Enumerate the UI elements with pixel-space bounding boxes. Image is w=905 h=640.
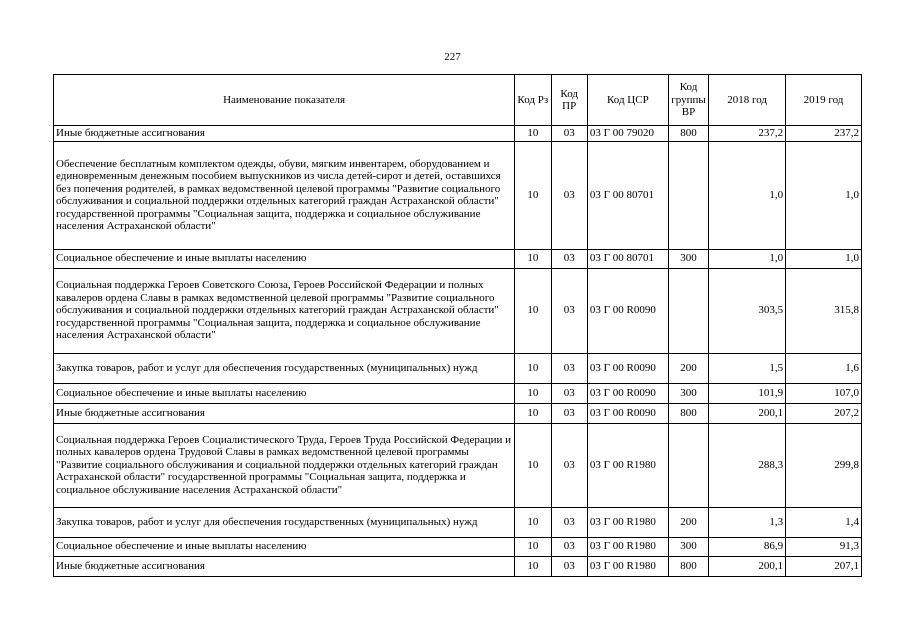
row-rz: 10: [515, 423, 551, 507]
row-2018: 1,3: [709, 507, 786, 537]
table-row: [54, 556, 862, 576]
row-vr: 800: [668, 556, 708, 576]
table-row: [54, 141, 862, 249]
row-2019: 237,2: [786, 126, 862, 142]
row-2019: 299,8: [786, 423, 862, 507]
row-rz: 10: [515, 249, 551, 268]
row-csr: 03 Г 00 R0090: [587, 383, 668, 403]
row-2018: 303,5: [709, 268, 786, 353]
row-2019: 315,8: [786, 268, 862, 353]
row-vr: 200: [668, 353, 708, 383]
row-rz: 10: [515, 268, 551, 353]
row-vr: 300: [668, 249, 708, 268]
row-pr: 03: [551, 268, 587, 353]
row-2018: 200,1: [709, 403, 786, 423]
row-name: Обеспечение бесплатным комплектом одежды, обуви, мягким инвентарем, оборудованием и единовременным денежным пособием выпускников из числа детей-сирот и детей, оставшихся без попечения родителей, в рамках ведомственной целевой программы "Развитие социального обслуживания и социальной поддержки отдельных категорий граждан Астраханской области" государственной программы "Социальная защита, поддержка и социальное обслуживание населения Астраханской области": [54, 141, 515, 249]
row-2019: 1,0: [786, 141, 862, 249]
row-2019: 1,4: [786, 507, 862, 537]
row-name: Социальное обеспечение и иные выплаты населению: [54, 249, 515, 268]
row-csr: 03 Г 00 R1980: [587, 423, 668, 507]
table-row: [54, 507, 862, 537]
row-2018: 86,9: [709, 537, 786, 556]
header-vr: Код группы ВР: [668, 75, 708, 126]
row-vr: 800: [668, 403, 708, 423]
row-name: Иные бюджетные ассигнования: [54, 126, 515, 142]
row-2018: 200,1: [709, 556, 786, 576]
row-vr: 200: [668, 507, 708, 537]
table-row: [54, 268, 862, 353]
row-csr: 03 Г 00 R0090: [587, 268, 668, 353]
row-rz: 10: [515, 507, 551, 537]
row-vr: 300: [668, 383, 708, 403]
row-vr: [668, 141, 708, 249]
row-name: Социальная поддержка Героев Социалистического Труда, Героев Труда Российской Федерации и полных кавалеров ордена Трудовой Славы в рамках ведомственной целевой программы "Развитие социального обслуживания и социальной поддержки отдельных категорий граждан Астраханской области" государственной программы "Социальная защита, поддержка и социальное обслуживание населения Астраханской области": [54, 423, 515, 507]
page-number: 227: [444, 51, 461, 63]
row-vr: 300: [668, 537, 708, 556]
row-csr: 03 Г 00 R1980: [587, 537, 668, 556]
row-2018: 1,5: [709, 353, 786, 383]
row-name: Иные бюджетные ассигнования: [54, 403, 515, 423]
row-2019: 1,6: [786, 353, 862, 383]
row-2019: 1,0: [786, 249, 862, 268]
table-row: [54, 423, 862, 507]
row-pr: 03: [551, 507, 587, 537]
row-name: Социальное обеспечение и иные выплаты населению: [54, 537, 515, 556]
table-header-row: [54, 75, 862, 126]
row-rz: 10: [515, 353, 551, 383]
row-2019: 91,3: [786, 537, 862, 556]
row-rz: 10: [515, 126, 551, 142]
table-row: [54, 126, 862, 142]
row-name: Закупка товаров, работ и услуг для обеспечения государственных (муниципальных) нужд: [54, 353, 515, 383]
row-vr: 800: [668, 126, 708, 142]
row-csr: 03 Г 00 80701: [587, 249, 668, 268]
header-name: Наименование показателя: [54, 75, 515, 126]
row-rz: 10: [515, 383, 551, 403]
table-row: [54, 383, 862, 403]
row-2018: 1,0: [709, 249, 786, 268]
row-name: Иные бюджетные ассигнования: [54, 556, 515, 576]
row-2019: 107,0: [786, 383, 862, 403]
table-row: [54, 403, 862, 423]
row-csr: 03 Г 00 79020: [587, 126, 668, 142]
row-pr: 03: [551, 537, 587, 556]
row-csr: 03 Г 00 80701: [587, 141, 668, 249]
row-rz: 10: [515, 403, 551, 423]
row-rz: 10: [515, 537, 551, 556]
row-name: Закупка товаров, работ и услуг для обеспечения государственных (муниципальных) нужд: [54, 507, 515, 537]
row-2019: 207,1: [786, 556, 862, 576]
row-name: Социальное обеспечение и иные выплаты населению: [54, 383, 515, 403]
row-pr: 03: [551, 423, 587, 507]
row-2018: 101,9: [709, 383, 786, 403]
row-pr: 03: [551, 383, 587, 403]
row-csr: 03 Г 00 R0090: [587, 403, 668, 423]
row-csr: 03 Г 00 R1980: [587, 556, 668, 576]
row-pr: 03: [551, 126, 587, 142]
table-row: [54, 537, 862, 556]
row-2018: 237,2: [709, 126, 786, 142]
row-2019: 207,2: [786, 403, 862, 423]
row-pr: 03: [551, 353, 587, 383]
budget-table: [53, 74, 862, 577]
row-2018: 288,3: [709, 423, 786, 507]
header-rz: Код Рз: [515, 75, 551, 126]
table-row: [54, 249, 862, 268]
row-rz: 10: [515, 141, 551, 249]
row-csr: 03 Г 00 R1980: [587, 507, 668, 537]
header-csr: Код ЦСР: [587, 75, 668, 126]
row-name: Социальная поддержка Героев Советского Союза, Героев Российской Федерации и полных кавалеров ордена Славы в рамках ведомственной целевой программы "Развитие социального обслуживания и социальной поддержки отдельных категорий граждан Астраханской области" государственной программы "Социальная защита, поддержка и социальное обслуживание населения Астраханской области": [54, 268, 515, 353]
row-pr: 03: [551, 141, 587, 249]
header-2019: 2019 год: [786, 75, 862, 126]
row-pr: 03: [551, 249, 587, 268]
header-2018: 2018 год: [709, 75, 786, 126]
row-vr: [668, 423, 708, 507]
row-csr: 03 Г 00 R0090: [587, 353, 668, 383]
row-pr: 03: [551, 403, 587, 423]
row-vr: [668, 268, 708, 353]
row-2018: 1,0: [709, 141, 786, 249]
row-pr: 03: [551, 556, 587, 576]
header-pr: Код ПР: [551, 75, 587, 126]
table-row: [54, 353, 862, 383]
row-rz: 10: [515, 556, 551, 576]
